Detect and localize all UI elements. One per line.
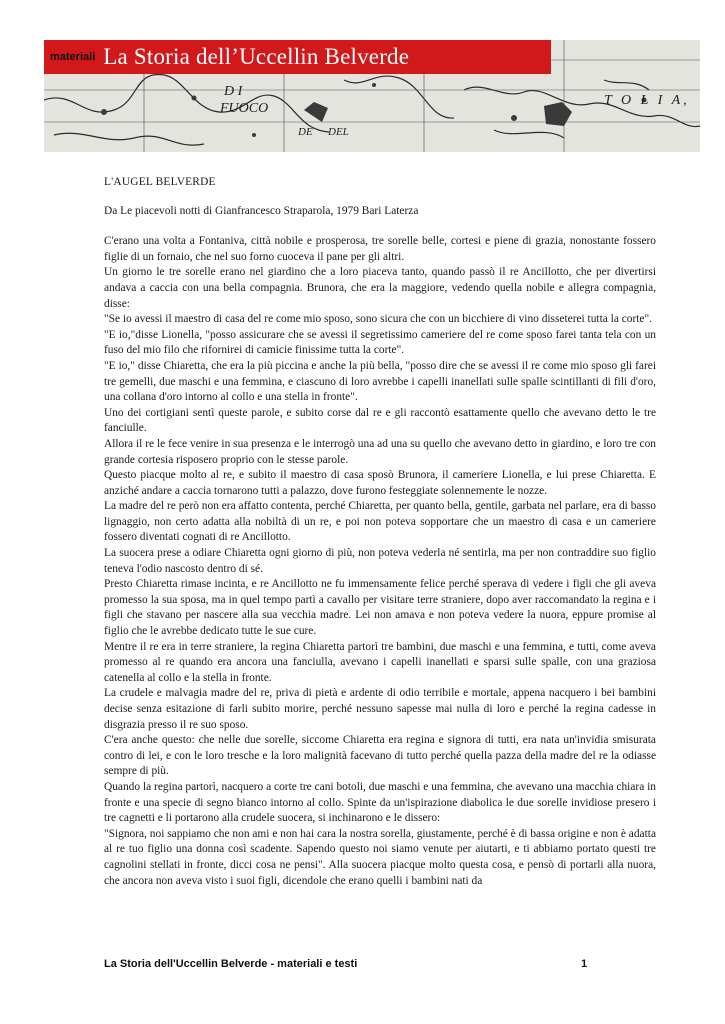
map-label-di: D I	[224, 84, 243, 99]
page-title: La Storia dell’Uccellin Belverde	[103, 44, 410, 69]
story-paragraph: "Se io avessi il maestro di casa del re come mio sposo, sono sicura che con un bicchiere di vino disseterei tutta la corte".	[104, 313, 652, 326]
page-number: 1	[581, 958, 588, 970]
story-paragraph: Allora il re le fece venire in sua presenza e le interrogò una ad una su quello che avevano detto in giardino, e loro tre con grande cortesia risposero proprio con le stesse parole.	[104, 437, 656, 466]
story-paragraph: C'era anche questo: che nelle due sorelle, siccome Chiaretta era regina e signora di tutti, era nata un'invidia smisurata contro di lei, e con le loro tresche e la loro malignità facevano di tutto perché quella pazza della madre del re la odiasse sempre di più.	[104, 734, 656, 778]
document-body	[104, 175, 656, 889]
story-paragraph: La suocera prese a odiare Chiaretta ogni giorno di più, non poteva vederla né sentirla, ma per non contraddire suo figlio teneva l'odio nascosto dentro di sé.	[104, 547, 656, 575]
story-paragraph: Mentre il re era in terre straniere, la regina Chiaretta partorì tre bambini, due maschi e una femmina, e tutti, come aveva promesso al re quando era ancora una fanciulla, avevano i capelli inanellati e sparsi sulle spalle, con una graziosa catenella al collo e la stella in fronte.	[104, 640, 656, 684]
story-paragraph: C'erano una volta a Fontaniva, città nobile e prosperosa, tre sorelle belle, cortesi e piene di grazia, nonostante fossero figlie di un fornaio, che nel suo forno cuoceva il pane per gli altri.	[104, 235, 656, 263]
story-paragraph: "E io,"disse Lionella, "posso assicurare che se avessi il segretissimo cameriere del re come sposo farei tanta tela con un fuso del mio filo che rifornirei di camicie finissime tutta la corte".	[104, 328, 656, 357]
story-paragraph: La crudele e malvagia madre del re, priva di pietà e ardente di odio terribile e mortale, appena nacquero i bei bambini decise senza esitazione di farli subito morire, perché nessuno sapesse mai nulla di loro e perché la regina cadesse in disgrazia presso il re suo sposo.	[104, 687, 656, 731]
story-paragraph: "E io," disse Chiaretta, che era la più piccina e anche la più bella, "posso dire che se avessi il re come mio sposo gli farei tre gemelli, due maschi e una femmina, e ciascuno di loro avrebbe i capelli inanellati sulle spalle scintillanti di fili d'oro, una collana d'oro intorno al collo e una stella in fronte".	[104, 359, 656, 404]
map-label-del: DEL	[328, 126, 349, 138]
map-label-de: DE	[298, 126, 313, 138]
source-citation: Da Le piacevoli notti di Gianfrancesco Straparola, 1979 Bari Laterza	[104, 204, 419, 217]
footer-title: La Storia dell'Uccellin Belverde - materiali e testi	[104, 958, 358, 970]
story-paragraph: La madre del re però non era affatto contenta, perché Chiaretta, per quanto bella, gentile, garbata nel parlare, era di basso lignaggio, non certo adatta alla nobiltà di un re, e poi non poteva sopportare che un maestro di casa e un cameriere fossero diventati cognati di re Ancillotto.	[104, 500, 656, 544]
story-paragraph: "Signora, noi sappiamo che non ami e non hai cara la nostra sorella, giustamente, perché è di bassa origine e non è adatta al re tuo figlio una donna così scadente. Sapendo questo noi siamo venute per aiutarti, e ti abbiamo portato questi tre cagnolini stellati in fronte, dicci cosa ne pensi". Alla suocera piacque molto questa cosa, e pensò di portarli alla nuora, che ancora non aveva visto i suoi figli, dicendole che erano quelli i bambini nati da	[104, 827, 656, 887]
story-paragraph: Quando la regina partorì, nacquero a corte tre cani botoli, due maschi e una femmina, che avevano una macchia chiara in fronte e una specie di segno bianco intorno al collo. Spinte da un'ispirazione diabolica le due sorelle invidiose presero i tre cagnetti e li portarono alla crudele suocera, si inchinarono e le dissero:	[104, 780, 656, 825]
section-tag: materiali	[50, 51, 96, 63]
story-paragraph: Questo piacque molto al re, e subito il maestro di casa sposò Brunora, il cameriere Lionella, e lui prese Chiaretta. E anziché andare a caccia tornarono tutti a palazzo, dove furono festeggiate solennemente le nozze.	[104, 469, 656, 497]
story-paragraph: Uno dei cortigiani sentì queste parole, e subito corse dal re e gli raccontò esattamente quello che avevano detto le tre fanciulle.	[104, 406, 656, 435]
story-paragraph: Un giorno le tre sorelle erano nel giardino che a loro piaceva tanto, quando passò il re Ancillotto, che per divertirsi andava a caccia con una bella compagnia. Brunora, che era la maggiore, vedendo quella nobile e allegra compagnia, disse:	[104, 266, 656, 310]
story-paragraph: Presto Chiaretta rimase incinta, e re Ancillotto ne fu immensamente felice perché sperava di vedere i figli che gli aveva promesso la sua sposa, ma in quel tempo partì a cavallo per visitare terre straniere, dopo aver raccomandato la regina e i figli che stavano per nascere alla sua vecchia madre. Lei non amava e non poteva vedere la nuora, eppure promise al figlio che le avrebbe dedicato tutte le sue cure.	[104, 578, 656, 638]
map-label-fuoco: FUOCO	[220, 101, 269, 116]
title-bar	[44, 40, 551, 74]
story-heading: L'AUGEL BELVERDE	[104, 176, 216, 188]
map-label-natolia: T O L I A,	[604, 93, 690, 108]
story-paragraphs	[104, 234, 656, 889]
